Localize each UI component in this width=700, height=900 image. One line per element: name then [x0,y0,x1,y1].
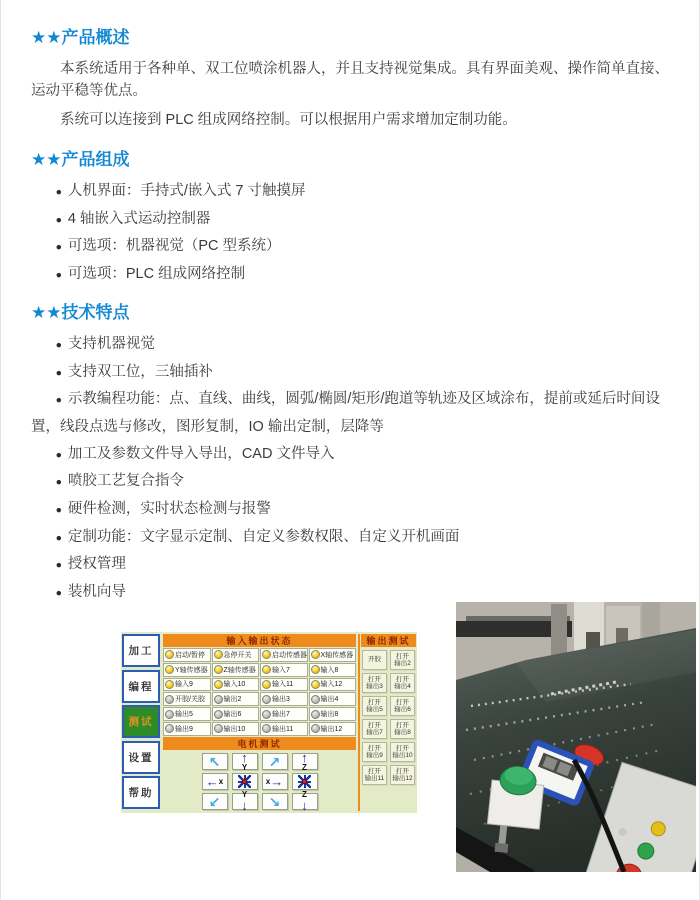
io-indicator [212,678,260,692]
io-indicator-label: 输出7 [272,711,290,719]
output-button-line2: 输出10 [392,752,413,759]
jog-arrow-icon: ↙ [208,793,221,810]
jog-button[interactable] [262,793,288,811]
list-item: ● 示教编程功能：点、直线、曲线，圆弧/椭圆/矩形/跑道等轨迹及区域涂布，提前或延后时间设置，线段点选与修改，图形复制，IO 输出定制，层降等 [31,386,671,440]
io-indicator [309,692,357,706]
home-origin-icon [298,775,311,788]
jog-button[interactable] [292,790,318,814]
io-indicator-label: 输入10 [223,681,246,689]
io-indicator-label: 输入9 [175,681,193,689]
jog-button[interactable] [202,773,228,791]
io-indicator-label: 输出9 [175,725,193,733]
lamp-icon [165,695,174,704]
output-button-line1: 打开 [396,675,409,683]
hmi-nav-button[interactable]: 加工 [122,634,160,667]
lamp-icon [165,680,174,689]
output-test-button[interactable] [362,650,387,670]
lamp-icon [311,665,320,674]
io-indicator-label: 急停开关 [223,651,252,659]
io-indicator [212,722,260,736]
io-indicator [309,648,357,662]
io-indicator-label: Z轴传感器 [223,666,256,674]
home-dot-icon [242,779,247,784]
io-indicator-label: 输入8 [320,666,339,674]
io-indicator [260,648,308,662]
io-indicator-label: 输出8 [320,711,339,719]
lamp-icon [311,695,320,704]
list-item: ● 授权管理 [31,551,671,579]
output-button-line1: 打开 [396,652,409,660]
jog-axis-label: x [265,776,271,786]
hmi-nav-button[interactable]: 编程 [122,670,160,703]
jog-axis-label: Z [302,763,307,773]
io-indicator [309,722,357,736]
io-indicator-label: 输出5 [175,711,193,719]
list-item: ● 喷胶工艺复合指令 [31,468,671,496]
composition-list [31,178,671,289]
io-indicator-label: 输出6 [223,711,242,719]
section-heading-composition: ★★产品组成 [31,150,130,169]
lamp-icon [262,724,271,733]
io-indicator-label: 开胶/关胶 [175,696,205,704]
jog-button[interactable] [232,790,258,814]
jog-arrow-icon: ← [205,774,219,790]
jog-arrow-icon: → [270,774,284,790]
hmi-nav [122,634,160,809]
list-item: ● 硬件检测，实时状态检测与报警 [31,496,671,524]
jog-button[interactable] [232,773,258,791]
motor-test-header: 电机测试 [163,737,356,750]
io-indicator [212,663,260,677]
io-indicator [163,663,211,677]
output-test-button[interactable] [362,765,387,785]
output-button-line2: 输出11 [364,775,385,782]
jog-axis-label: x [218,776,224,786]
output-test-button[interactable] [362,719,387,739]
hmi-nav-button[interactable]: 帮助 [122,776,160,809]
jog-axis-label: Y [241,763,248,773]
output-test-button[interactable] [362,673,387,693]
jog-arrow-icon: ↑ [301,750,308,766]
jog-button[interactable] [292,750,318,773]
io-indicator-label: 输出4 [320,696,339,704]
jog-pad [163,750,356,814]
features-list [31,331,671,607]
section-heading-features: ★★技术特点 [31,302,130,322]
output-test-button[interactable] [390,696,415,716]
jog-arrow-icon: ↓ [301,798,308,814]
lamp-icon [165,650,174,659]
io-indicator [163,707,211,721]
output-button-line1: 打开 [396,698,409,706]
io-indicator [163,722,211,736]
section-heading-overview: ★★产品概述 [31,28,130,47]
lamp-icon [262,650,271,659]
lamp-icon [262,710,271,719]
io-indicator-label: X轴传感器 [320,651,354,659]
lamp-icon [214,680,223,689]
output-button-line1: 打开 [368,767,381,775]
home-origin-icon [238,775,251,788]
io-indicator-label: 输入7 [272,666,290,674]
output-button-line2: 输出3 [366,683,383,690]
io-indicator [260,692,308,706]
jog-arrow-icon: ↑ [241,750,248,766]
io-indicator [309,663,357,677]
lamp-icon [165,724,174,733]
lamp-icon [214,650,223,659]
output-button-line1: 打开 [368,744,381,752]
io-indicator-label: Y轴传感器 [175,666,208,674]
io-indicator-label: 启动/暂停 [175,651,205,659]
hmi-divider [358,634,360,811]
output-test-panel [361,634,416,785]
lamp-icon [214,724,223,733]
io-indicator-label: 输出3 [272,696,290,704]
lamp-icon [262,665,271,674]
io-indicator-label: 输出10 [223,725,246,733]
lamp-icon [262,695,271,704]
io-indicator [260,663,308,677]
output-button-line1: 打开 [368,675,381,683]
io-indicator [163,678,211,692]
output-test-button[interactable] [390,765,415,785]
output-test-button[interactable] [362,742,387,762]
jog-axis-label: Y [241,790,248,800]
jog-axis-label: Z [302,790,307,800]
document-body [31,0,671,607]
overview-paragraph-2: 系统可以连接到 PLC 组成网络控制。可以根据用户需求增加定制功能。 [60,112,517,128]
output-button-line2: 输出8 [394,729,411,736]
io-indicator [260,678,308,692]
io-indicator [163,692,211,706]
lamp-icon [214,665,223,674]
lamp-icon [165,665,174,674]
hmi-screenshot [121,632,417,813]
output-button-line2: 输出2 [394,660,411,667]
list-item: ● 加工及参数文件导入导出，CAD 文件导入 [31,441,671,469]
io-indicator-label: 输出12 [320,725,343,733]
overview-paragraph-1: 本系统适用于各种单、双工位喷涂机器人，并且支持视觉集成。具有界面美观、操作简单直接、运动平稳等优点。 [31,61,669,99]
io-indicator-label: 输出11 [272,725,294,733]
output-button-line1: 打开 [396,744,409,752]
output-test-header: 输出测试 [361,634,416,647]
io-indicator [212,692,260,706]
lamp-icon [262,680,271,689]
machine-photo-graphic [456,602,696,872]
jog-button[interactable] [262,753,288,771]
output-test-button[interactable] [390,742,415,762]
lamp-icon [214,695,223,704]
jog-arrow-icon: ↖ [208,753,221,770]
io-indicator [212,648,260,662]
list-item: ● 可选项：机器视觉（PC 型系统） [31,233,671,261]
output-test-button[interactable] [362,696,387,716]
lamp-icon [214,710,223,719]
output-button-line2: 输出7 [366,729,383,736]
jog-button[interactable] [262,773,288,791]
output-button-line1: 打开 [368,721,381,729]
jog-button[interactable] [232,750,258,773]
io-indicator [309,678,357,692]
list-item: ● 支持双工位，三轴插补 [31,359,671,387]
output-button-line2: 输出5 [366,706,383,713]
io-indicator-label: 输入12 [320,681,343,689]
list-item: ● 定制功能：文字显示定制、自定义参数权限、自定义开机画面 [31,524,671,552]
io-indicator [212,707,260,721]
lamp-icon [311,680,320,689]
hmi-main-area [163,634,356,814]
lamp-icon [165,710,174,719]
output-button-line2: 输出12 [392,775,413,782]
output-button-line1: 打开 [396,767,409,775]
output-button-line2: 输出6 [394,706,411,713]
output-button-line1: 打开 [368,698,381,706]
hmi-nav-button[interactable]: 测试 [122,705,160,738]
jog-button[interactable] [202,793,228,811]
home-dot-icon [302,779,307,784]
output-test-button[interactable] [390,719,415,739]
hmi-nav-button[interactable]: 设置 [122,741,160,774]
output-test-button[interactable] [390,673,415,693]
output-button-line2: 输出9 [366,752,383,759]
list-item: ● 4 轴嵌入式运动控制器 [31,206,671,234]
jog-arrow-icon: ↘ [268,793,281,810]
output-button-line1: 打开 [396,721,409,729]
lamp-icon [311,724,320,733]
output-button-line1: 开胶 [368,656,381,664]
io-indicator-label: 输出2 [223,696,242,704]
jog-arrow-icon: ↓ [241,798,248,814]
jog-button[interactable] [202,753,228,771]
io-indicator [260,707,308,721]
io-status-header: 输入输出状态 [163,634,356,647]
machine-photo [456,602,696,872]
output-test-grid [361,650,416,785]
list-item: ● 支持机器视觉 [31,331,671,359]
output-button-line2: 输出4 [394,683,411,690]
jog-arrow-icon: ↗ [268,753,281,770]
lamp-icon [311,650,320,659]
io-indicator [163,648,211,662]
list-item: ● 人机界面：手持式/嵌入式 7 寸触摸屏 [31,178,671,206]
lamp-icon [311,710,320,719]
list-item: ● 装机向导 [31,579,671,607]
list-item: ● 可选项：PLC 组成网络控制 [31,261,671,289]
io-status-grid [163,648,356,736]
io-indicator-label: 输入11 [272,681,294,689]
io-indicator-label: 启动传感器 [272,651,307,659]
io-indicator [260,722,308,736]
output-test-button[interactable] [390,650,415,670]
jog-button[interactable] [292,773,318,791]
io-indicator [309,707,357,721]
